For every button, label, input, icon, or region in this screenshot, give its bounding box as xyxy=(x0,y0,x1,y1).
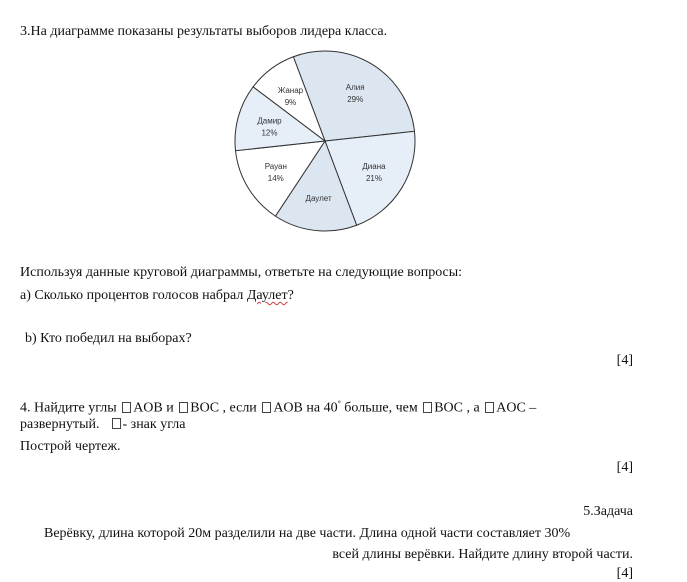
task3-points: [4] xyxy=(616,353,633,368)
angle-sign-icon xyxy=(112,418,121,429)
question-a-prefix: а) Сколько процентов голосов набрал xyxy=(20,288,247,303)
task4-line1 xyxy=(20,396,536,417)
pie-label-name-4: Дамир xyxy=(257,116,282,126)
pie-chart xyxy=(230,46,420,236)
pie-label-value-4: 12% xyxy=(261,128,278,138)
task4-if: , если xyxy=(219,400,261,416)
pie-label-name-5: Жанар xyxy=(277,85,304,95)
task3-question-a xyxy=(20,288,294,304)
pie-label-name-3: Рауан xyxy=(264,162,287,171)
task3-question-b: b) Кто победил на выборах? xyxy=(25,331,192,346)
angle-aob: AOB xyxy=(133,400,163,416)
pie-chart-svg xyxy=(230,46,420,236)
task4-line3: Построй чертеж. xyxy=(20,439,121,454)
pie-label-name-0: Алия xyxy=(345,83,365,92)
task5-line1: Верёвку, длина которой 20м разделили на две части. Длина одной части составляет 30% xyxy=(44,526,571,541)
task4-comma-a: , а xyxy=(463,400,484,416)
task4-text-start: 4. Найдите углы xyxy=(20,400,121,416)
task3-title: 3.На диаграмме показаны результаты выборов лидера класса. xyxy=(20,24,388,39)
angle-boc: BOC xyxy=(190,400,220,416)
task4-more: больше, чем xyxy=(340,400,422,416)
degree-sign: ° xyxy=(337,399,341,408)
task5-line2: всей длины верёвки. Найдите длину второй части. xyxy=(332,547,633,562)
question-a-suffix: ? xyxy=(287,288,294,303)
angle-aob-2: AOB xyxy=(273,400,303,416)
angle-sign-icon xyxy=(262,402,271,413)
pie-label-name-1: Диана xyxy=(362,162,386,172)
task5-points-cut: [4] xyxy=(616,566,633,581)
pie-label-value-3: 14% xyxy=(267,174,284,183)
angle-boc-2: BOC xyxy=(434,400,464,416)
task4-dash: – xyxy=(525,400,537,416)
task5-title: 5.Задача xyxy=(583,504,633,519)
angle-sign-icon xyxy=(485,402,494,413)
task4-points: [4] xyxy=(616,460,633,475)
task4-razv: развернутый. xyxy=(20,417,100,432)
task4-on: на 40 xyxy=(302,400,338,416)
question-a-name: Даулет xyxy=(246,288,288,303)
angle-sign-icon xyxy=(122,402,131,413)
angle-sign-icon xyxy=(423,402,432,413)
pie-label-value-0: 29% xyxy=(347,95,364,104)
task4-and: и xyxy=(162,400,178,416)
angle-aoc: AOC xyxy=(496,400,526,416)
task4-sign-text: - знак угла xyxy=(122,417,186,432)
pie-label-value-5: 9% xyxy=(284,97,297,107)
pie-label-name-2: Даулет xyxy=(305,194,332,204)
task3-instruction: Используя данные круговой диаграммы, ответьте на следующие вопросы: xyxy=(20,265,463,280)
pie-label-value-1: 21% xyxy=(365,174,383,184)
angle-sign-icon xyxy=(179,402,188,413)
task4-line2 xyxy=(20,417,185,433)
